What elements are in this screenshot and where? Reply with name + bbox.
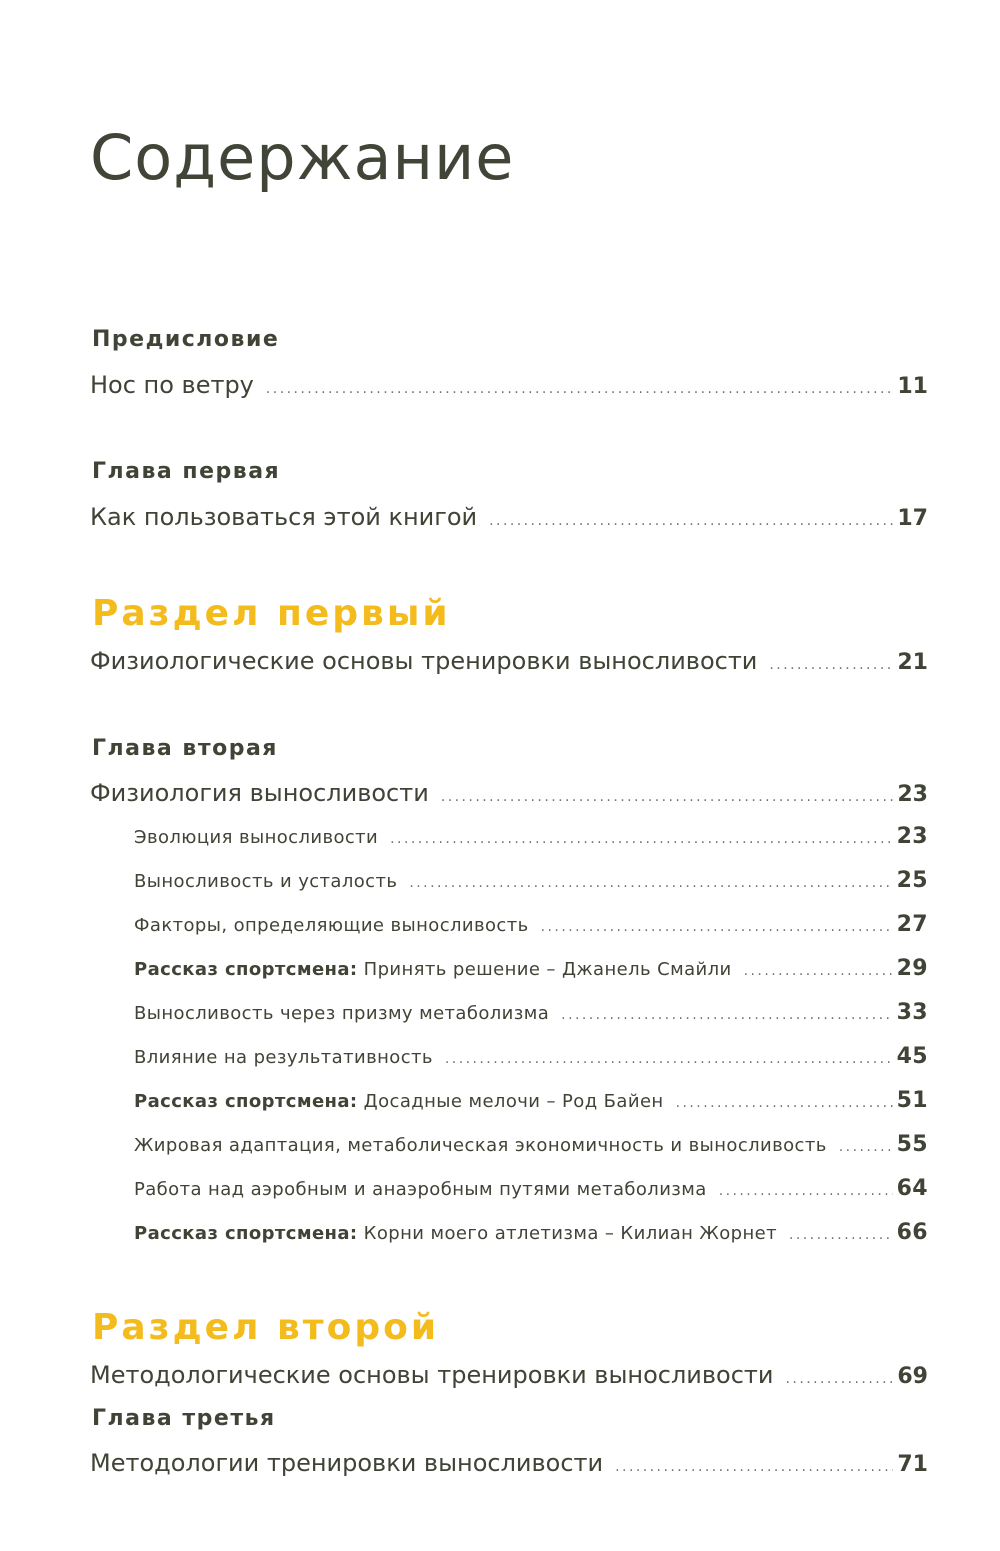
dot-leader (266, 374, 893, 404)
toc-entry-part2[interactable] (90, 1360, 928, 1394)
dot-leader (839, 1134, 893, 1160)
toc-subentry[interactable] (134, 912, 928, 940)
toc-subentry-title (134, 825, 378, 851)
preface-label: Предисловие (92, 327, 280, 352)
athlete-story-prefix: Рассказ спортсмена: (134, 959, 358, 980)
toc-entry-title: Методологии тренировки выносливости (90, 1449, 604, 1477)
page-number: 64 (896, 1176, 928, 1201)
toc-subentry[interactable] (134, 824, 928, 852)
toc-entry-title: Физиологические основы тренировки выносливости (90, 647, 758, 675)
athlete-story-prefix: Рассказ спортсмена: (134, 1091, 358, 1112)
toc-entry-chapter2[interactable] (90, 778, 928, 812)
dot-leader (541, 914, 893, 940)
toc-subentry-text: Работа над аэробным и анаэробным путями метаболизма (134, 1179, 707, 1200)
toc-subentry-text: Эволюция выносливости (134, 827, 379, 848)
dot-leader (676, 1090, 893, 1116)
dot-leader (445, 1046, 893, 1072)
page-number: 29 (896, 956, 928, 981)
toc-subentry-text: Жировая адаптация, метаболическая экономичность и выносливость (134, 1135, 827, 1156)
toc-subentry-title (134, 1001, 549, 1027)
toc-entry-part1[interactable] (90, 646, 928, 680)
athlete-story-prefix: Рассказ спортсмена: (134, 1223, 358, 1244)
dot-leader (786, 1364, 894, 1394)
toc-subentry[interactable] (134, 1088, 928, 1116)
toc-subentry-text: Принять решение – Джанель Смайли (363, 959, 732, 980)
toc-entry-chapter1[interactable] (90, 502, 928, 536)
page-number: 69 (897, 1364, 928, 1389)
toc-subentry-title (134, 869, 397, 895)
toc-entry-preface[interactable] (90, 370, 928, 404)
page-number: 21 (897, 650, 928, 675)
dot-leader (744, 958, 893, 984)
toc-subentry-title (134, 1133, 827, 1159)
dot-leader (489, 506, 893, 536)
page-number: 11 (897, 374, 928, 399)
page-title: Содержание (90, 121, 515, 194)
toc-subentry-title (134, 1089, 664, 1115)
page-number: 66 (896, 1220, 928, 1245)
part1-heading: Раздел первый (92, 593, 451, 634)
dot-leader (789, 1222, 893, 1248)
page-number: 23 (896, 824, 928, 849)
page-number: 71 (897, 1452, 928, 1477)
toc-entry-title: Как пользоваться этой книгой (90, 503, 478, 531)
page-number: 25 (896, 868, 928, 893)
part2-heading: Раздел второй (92, 1307, 440, 1348)
dot-leader (561, 1002, 892, 1028)
dot-leader (769, 650, 893, 680)
toc-subentry-text: Факторы, определяющие выносливость (134, 915, 529, 936)
chapter2-label: Глава вторая (92, 736, 278, 761)
page-number: 45 (896, 1044, 928, 1069)
toc-subentry-title (134, 1221, 777, 1247)
toc-subentry-title (134, 1177, 707, 1203)
page-number: 55 (896, 1132, 928, 1157)
dot-leader (409, 870, 892, 896)
toc-entry-title: Физиология выносливости (90, 779, 429, 807)
toc-subentry-title (134, 957, 732, 983)
dot-leader (390, 826, 892, 852)
dot-leader (719, 1178, 893, 1204)
toc-subentry[interactable] (134, 868, 928, 896)
toc-subentry-text: Выносливость и усталость (134, 871, 398, 892)
page-number: 23 (897, 782, 928, 807)
toc-subentry-title (134, 1045, 433, 1071)
chapter1-label: Глава первая (92, 459, 281, 484)
toc-entry-title: Методологические основы тренировки выносливости (90, 1361, 774, 1389)
toc-subentry-text: Досадные мелочи – Род Байен (363, 1091, 664, 1112)
toc-subentry-title (134, 913, 529, 939)
toc-subentry[interactable] (134, 1220, 928, 1248)
toc-subentry[interactable] (134, 1044, 928, 1072)
toc-subentry[interactable] (134, 1000, 928, 1028)
page-number: 33 (896, 1000, 928, 1025)
toc-subentry[interactable] (134, 1132, 928, 1160)
dot-leader (615, 1452, 893, 1482)
toc-subentry[interactable] (134, 956, 928, 984)
page-number: 17 (897, 506, 928, 531)
toc-entry-chapter3[interactable] (90, 1448, 928, 1482)
chapter3-label: Глава третья (92, 1406, 276, 1431)
toc-subentry-text: Выносливость через призму метаболизма (134, 1003, 550, 1024)
page-number: 27 (896, 912, 928, 937)
toc-subentry-text: Корни моего атлетизма – Килиан Жорнет (363, 1223, 777, 1244)
toc-subentry-text: Влияние на результативность (134, 1047, 433, 1068)
page-number: 51 (896, 1088, 928, 1113)
toc-entry-title: Нос по ветру (90, 371, 254, 399)
toc-subentry[interactable] (134, 1176, 928, 1204)
dot-leader (441, 782, 894, 812)
